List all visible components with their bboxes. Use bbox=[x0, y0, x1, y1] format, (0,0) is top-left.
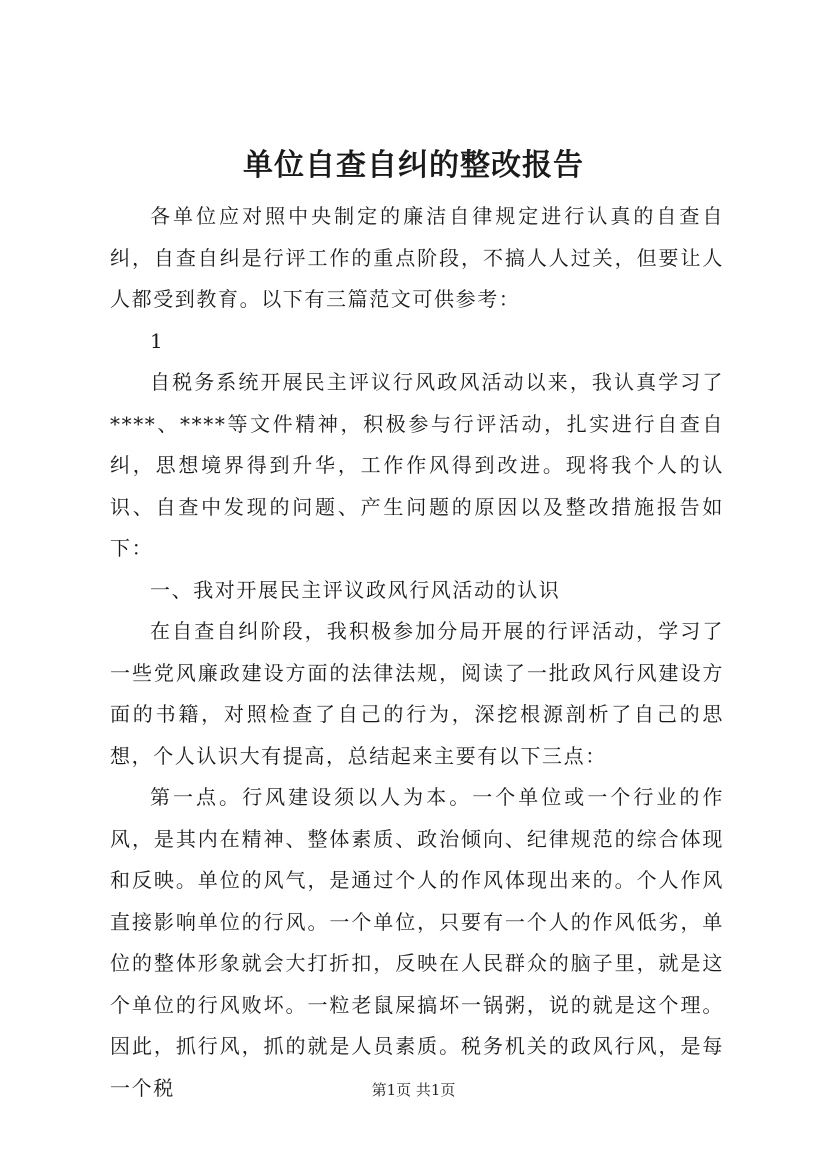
document-body bbox=[110, 196, 724, 1109]
paragraph-point-one: 第一点。行风建设须以人为本。一个单位或一个行业的作风，是其内在精神、整体素质、政治倾向、纪律规范的综合体现和反映。单位的风气，是通过个人的作风体现出来的。个人作风直接影响单位的行风。一个单位，只要有一个人的作风低劣，单位的整体形象就会大打折扣，反映在人民群众的脑子里，就是这个单位的行风败坏。一粒老鼠屎搞坏一锅粥，说的就是这个理。因此，抓行风，抓的就是人员素质。税务机关的政风行风，是每一个税 bbox=[110, 785, 724, 1100]
section-heading: 一、我对开展民主评议政风行风活动的认识 bbox=[150, 577, 561, 602]
paragraph-preface: 自税务系统开展民主评议行风政风活动以来，我认真学习了****、****等文件精神，积极参与行评活动，扎实进行自查自纠，思想境界得到升华，工作作风得到改进。现将我个人的认识、自查中发现的问题、产生问题的原因以及整改措施报告如下： bbox=[110, 370, 724, 560]
document-title: 单位自查自纠的整改报告 bbox=[243, 148, 584, 183]
paragraph-awareness: 在自查自纠阶段，我积极参加分局开展的行评活动，学习了一些党风廉政建设方面的法律法规，阅读了一批政风行风建设方面的书籍，对照检查了自己的行为，深挖根源剖析了自己的思想，个人认识大有提高，总结起来主要有以下三点： bbox=[110, 619, 724, 768]
paragraph-number: 1 bbox=[150, 328, 163, 353]
paragraph-intro: 各单位应对照中央制定的廉洁自律规定进行认真的自查自纠，自查自纠是行评工作的重点阶段，不搞人人过关，但要让人人都受到教育。以下有三篇范文可供参考： bbox=[110, 204, 724, 311]
page-footer: 第1页 共1页 bbox=[371, 1081, 456, 1099]
